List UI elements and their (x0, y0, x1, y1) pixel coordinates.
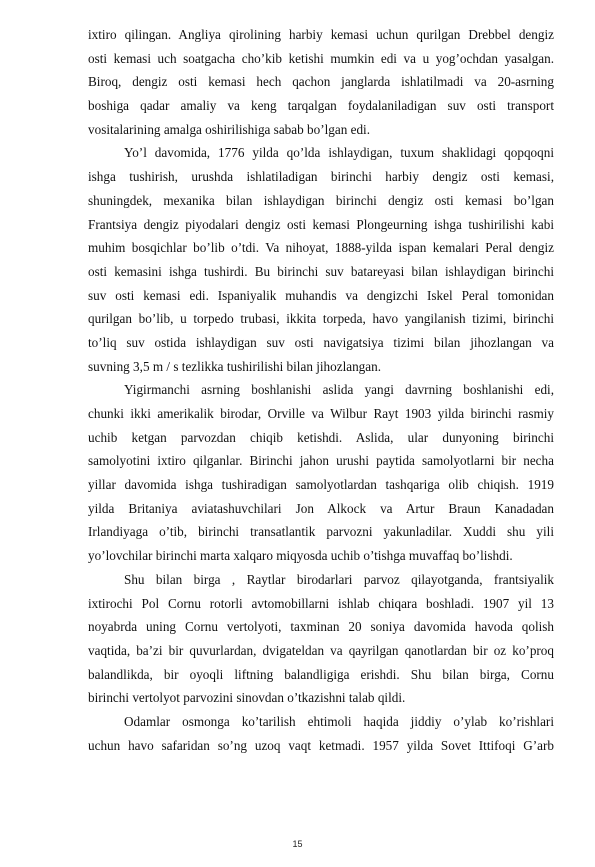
text-line: suvning 3,5 m / s tezlikka tushirilishi bilan jihozlangan. (88, 358, 382, 374)
text-line: to’liq suv ostida ishlaydigan suv osti navigatsiya tizimi bilan jihozlangan va (88, 334, 554, 350)
text-line: Odamlar osmonga ko’tarilish ehtimoli haqida jiddiy o’ylab ko’rishlari (124, 713, 554, 729)
text-line: Yo’l davomida, 1776 yilda qo’lda ishlaydigan, tuxum shaklidagi qopqoqni (124, 145, 554, 161)
text-line: Irlandiyaga o’tib, birinchi transatlantik parvozni yakunladilar. Xuddi shu yili (88, 524, 554, 540)
text-line: vaqtida, ba’zi bir quvurlardan, dvigateldan va qayrilgan qanotlardan bir oz ko’proq (88, 642, 554, 658)
text-line: birinchi vertolyot parvozini sinovdan o’tkazishni talab qildi. (88, 690, 406, 706)
text-line: yillar davomida ishga tushiradigan samolyotlardan tashqariga olib chiqish. 1919 (88, 477, 554, 493)
paragraph-3 (88, 378, 554, 568)
text-line: ixtirochi Pol Cornu rotorli avtomobillarni ishlab chiqara boshladi. 1907 yil 13 (88, 595, 554, 611)
page-number: 15 (292, 839, 303, 849)
paragraph-4 (88, 568, 554, 710)
text-line: ishga tushirish, urushda ishlatiladigan birinchi harbiy dengiz osti kemasi, (88, 169, 554, 185)
text-line: yilda Britaniya aviatashuvchilari Jon Alkock va Artur Braun Kanadadan (88, 500, 554, 516)
text-line: vositalarining amalga oshirilishiga sabab bo’lgan edi. (88, 121, 370, 137)
paragraph-2 (88, 141, 554, 378)
text-line: Yigirmanchi asrning boshlanishi aslida yangi davrning boshlanishi edi, (124, 382, 554, 398)
text-line: muhim bosqichlar bo’lib o’tdi. Va nihoyat, 1888-yilda ispan kemalari Peral dengiz (88, 240, 554, 256)
paragraph-5 (88, 710, 554, 757)
text-line: ixtiro qilingan. Angliya qirolining harbiy kemasi uchun qurilgan Drebbel dengiz (88, 27, 554, 42)
paragraph-1 (88, 23, 554, 141)
text-line: samolyotini ixtiro qilganlar. Birinchi jahon urushi paytida samolyotlarni bir necha (88, 453, 554, 469)
text-line: suv osti kemasi edi. Ispaniyalik muhandis va dengizchi Iskel Peral tomonidan (88, 287, 554, 303)
text-line: osti kemasi uch soatgacha cho’kib ketishi mumkin edi va u yog’ochdan yasalgan. (88, 50, 554, 66)
text-line: balandlikda, bir oyoqli liftning balandligiga erishdi. Shu bilan birga, Cornu (88, 666, 554, 682)
text-line: osti kemasini ishga tushirdi. Bu birinchi suv batareyasi bilan ishlaydigan birinchi (88, 263, 554, 279)
text-line: Shu bilan birga , Raytlar birodarlari parvoz qilayotganda, frantsiyalik (124, 571, 554, 587)
text-line: qurilgan bo’lib, u torpedo trubasi, ikkita torpeda, havo yangilanish tizimi, birinchi (88, 311, 554, 327)
text-line: Frantsiya dengiz piyodalari dengiz osti kemasi Plongeurning ishga tushirilishi kabi (88, 216, 554, 232)
text-line: uchib ketgan parvozdan chiqib ketishdi. Aslida, ular dunyoning birinchi (88, 429, 554, 445)
text-line: noyabrda uning Cornu vertolyoti, taxminan 20 soniya davomida havoda qolish (88, 619, 554, 635)
text-line: yo’lovchilar birinchi marta xalqaro miqyosda uchib o’tishga muvaffaq bo’lishdi. (88, 548, 513, 564)
text-line: shuningdek, mexanika bilan ishlaydigan birinchi dengiz osti kemasi bo’lgan (88, 192, 554, 208)
text-line: uchun havo safaridan so’ng uzoq vaqt ketmadi. 1957 yilda Sovet Ittifoqi G’arb (88, 737, 554, 753)
document-page (88, 23, 554, 757)
text-line: Biroq, dengiz osti kemasi hech qachon janglarda ishlatilmadi va 20-asrning (88, 74, 554, 90)
text-line: chunki ikki amerikalik birodar, Orville va Wilbur Rayt 1903 yilda birinchi rasmiy (88, 406, 554, 421)
text-line: boshiga qadar amaliy va keng tarqalgan foydalaniladigan suv osti transport (88, 98, 554, 114)
